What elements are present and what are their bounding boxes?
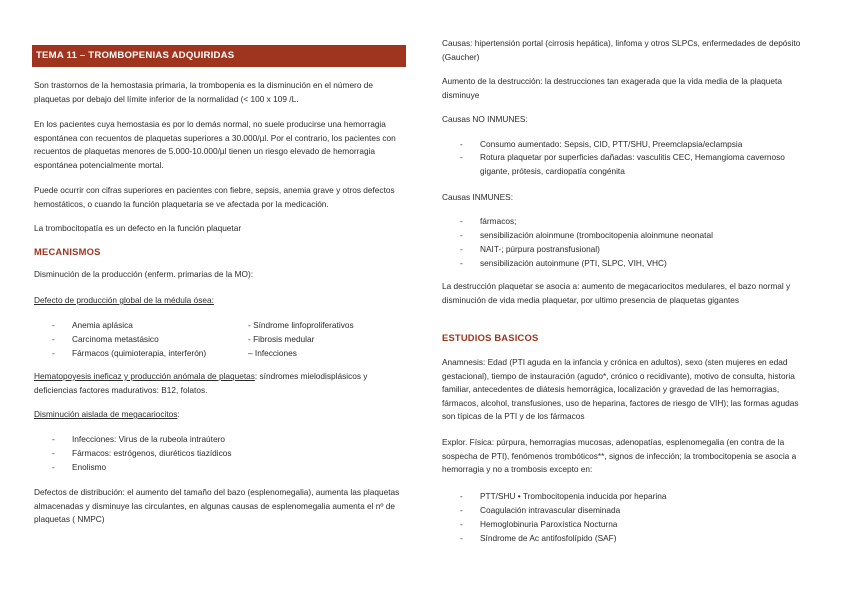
intro-paragraph-3: Puede ocurrir con cifras superiores en pacientes con fiebre, sepsis, anemia grave y otros defectos hemostáticos, o cuando la función plaquetaria se ve afectada por la medicación. xyxy=(34,185,395,209)
defecto-lists xyxy=(34,318,410,360)
list-item: - Fibrosis medular xyxy=(248,334,315,344)
list-item: - Hemoglobinuria Paroxística Nocturna xyxy=(442,517,814,531)
defecto-list-1 xyxy=(34,318,248,360)
inmunes-heading: Causas INMUNES: xyxy=(442,192,514,202)
list-item: - Fármacos: estrógenos, diuréticos tiazídicos xyxy=(34,446,410,460)
aislada-paragraph xyxy=(34,408,180,422)
hematopoyesis-text: : síndromes mielodisplásicos y deficiencias factores madurativos: B12, folatos. xyxy=(34,371,368,395)
intro-paragraph-2: En los pacientes cuya hemostasia es por lo demás normal, no suele producirse una hemorragia espontánea con recuentos de plaquetas superiores a 30.000/µl. Por el contrario, los pacientes con recuentos de plaquetas menores de 5.000-10.000/µl tienen un riesgo elevado de hemorragia espontánea potencialmente mortal. xyxy=(34,119,396,170)
produccion-paragraph: Disminución de la producción (enferm. primarias de la MO): xyxy=(34,269,254,279)
list-item: - Síndrome de Ac antifosfolípido (SAF) xyxy=(442,531,814,545)
inmunes-list xyxy=(442,214,814,270)
no-inmunes-heading: Causas NO INMUNES: xyxy=(442,114,528,124)
list-item: - PTT/SHU • Trombocitopenia inducida por heparina xyxy=(442,489,814,503)
distribucion-paragraph: Defectos de distribución: el aumento del tamaño del bazo (esplenomegalia), aumenta las plaquetas almacenadas y disminuye las circulantes, en algunas causas de esplenomegalia aumenta el nº de plaquetas ( NMPC) xyxy=(34,487,400,525)
list-item: - Consumo aumentado: Sepsis, CID, PTT/SHU, Preemclapsia/eclampsia xyxy=(442,137,814,151)
hematopoyesis-label: Hematopoyesis ineficaz y producción anómala de plaquetas xyxy=(34,371,255,381)
intro-paragraph-4: La trombocitopatía es un defecto en la función plaquetar xyxy=(34,223,242,233)
list-item: - sensibilización aloinmune (trombocitopenia aloinmune neonatal xyxy=(442,228,814,242)
exploracion-paragraph: Explor. Física: púrpura, hemorragias mucosas, adenopatías, esplenomegalia (en contra de la sospecha de PTI), fenómenos trombóticos**, signos de infección; la trombocitopenia se asocia a hemorragia y no a trombosis excepto en: xyxy=(442,437,797,475)
exploracion-list xyxy=(442,489,814,545)
list-item: - Síndrome linfoproliferativos xyxy=(248,320,354,330)
list-item: - Rotura plaquetar por superficies dañadas: vasculitis CEC, Hemangioma cavernoso gigante, prótesis, cardiopatía congénita xyxy=(442,151,814,178)
intro-paragraph-1: Son trastornos de la hemostasia primaria, la trombopenia es la disminución en el número de plaquetas por debajo del límite inferior de la normalidad (< 100 x 109 /L. xyxy=(34,80,373,104)
list-item: – Infecciones xyxy=(248,348,297,358)
defecto-heading: Defecto de producción global de la médula ósea: xyxy=(34,295,214,305)
aislada-heading: Disminución aislada de megacariocitos xyxy=(34,409,178,419)
list-item: - Coagulación intravascular diseminada xyxy=(442,503,814,517)
estudios-heading: ESTUDIOS BASICOS xyxy=(442,332,539,343)
list-item: - sensibilización autoinmune (PTI, SLPC, VIH, VHC) xyxy=(442,256,814,270)
topic-title-banner: TEMA 11 – TROMBOPENIAS ADQUIRIDAS xyxy=(32,45,406,67)
hematopoyesis-paragraph xyxy=(34,370,410,397)
defecto-list-2 xyxy=(248,318,408,360)
list-item: - Fármacos (quimioterapia, interferón) xyxy=(34,346,248,360)
mecanismos-heading: MECANISMOS xyxy=(34,246,101,257)
list-item: - NAIT-; púrpura postransfusional) xyxy=(442,242,814,256)
destruccion-asociada-paragraph: La destrucción plaquetar se asocia a: aumento de megacariocitos medulares, el bazo normal y disminución de vida media plaquetar, por ultimo presencia de plaquetas gigantes xyxy=(442,281,791,305)
no-inmunes-list xyxy=(442,137,814,178)
aislada-list xyxy=(34,432,410,474)
list-item: - Carcinoma metastásico xyxy=(34,332,248,346)
aislada-colon: : xyxy=(177,409,180,419)
list-item: - Enolismo xyxy=(34,460,410,474)
list-item: - fármacos; xyxy=(442,214,814,228)
anamnesis-paragraph: Anamnesis: Edad (PTI aguda en la infancia y crónica en adultos), sexo (sten mujeres en edad gestacional), tiempo de instauración (agudo*, crónico o recidivante), motivo de consulta, historia familiar, antecedentes de diátesis hemorrágica, localización y gravedad de las hemorragias, fármacos, alcohol, transfusiones, uso de heparina, factores de riesgo de VIH); las formas agudas son típicas de la PTI y de los fármacos xyxy=(442,357,799,422)
list-item: - Infecciones: Virus de la rubeola intraútero xyxy=(34,432,410,446)
list-item: - Anemia aplásica xyxy=(34,318,248,332)
destruccion-paragraph: Aumento de la destrucción: la destrucciones tan exagerada que la vida media de la plaqueta disminuye xyxy=(442,76,782,100)
causas-paragraph: Causas: hipertensión portal (cirrosis hepática), linfoma y otros SLPCs, enfermedades de depósito (Gaucher) xyxy=(442,38,801,62)
